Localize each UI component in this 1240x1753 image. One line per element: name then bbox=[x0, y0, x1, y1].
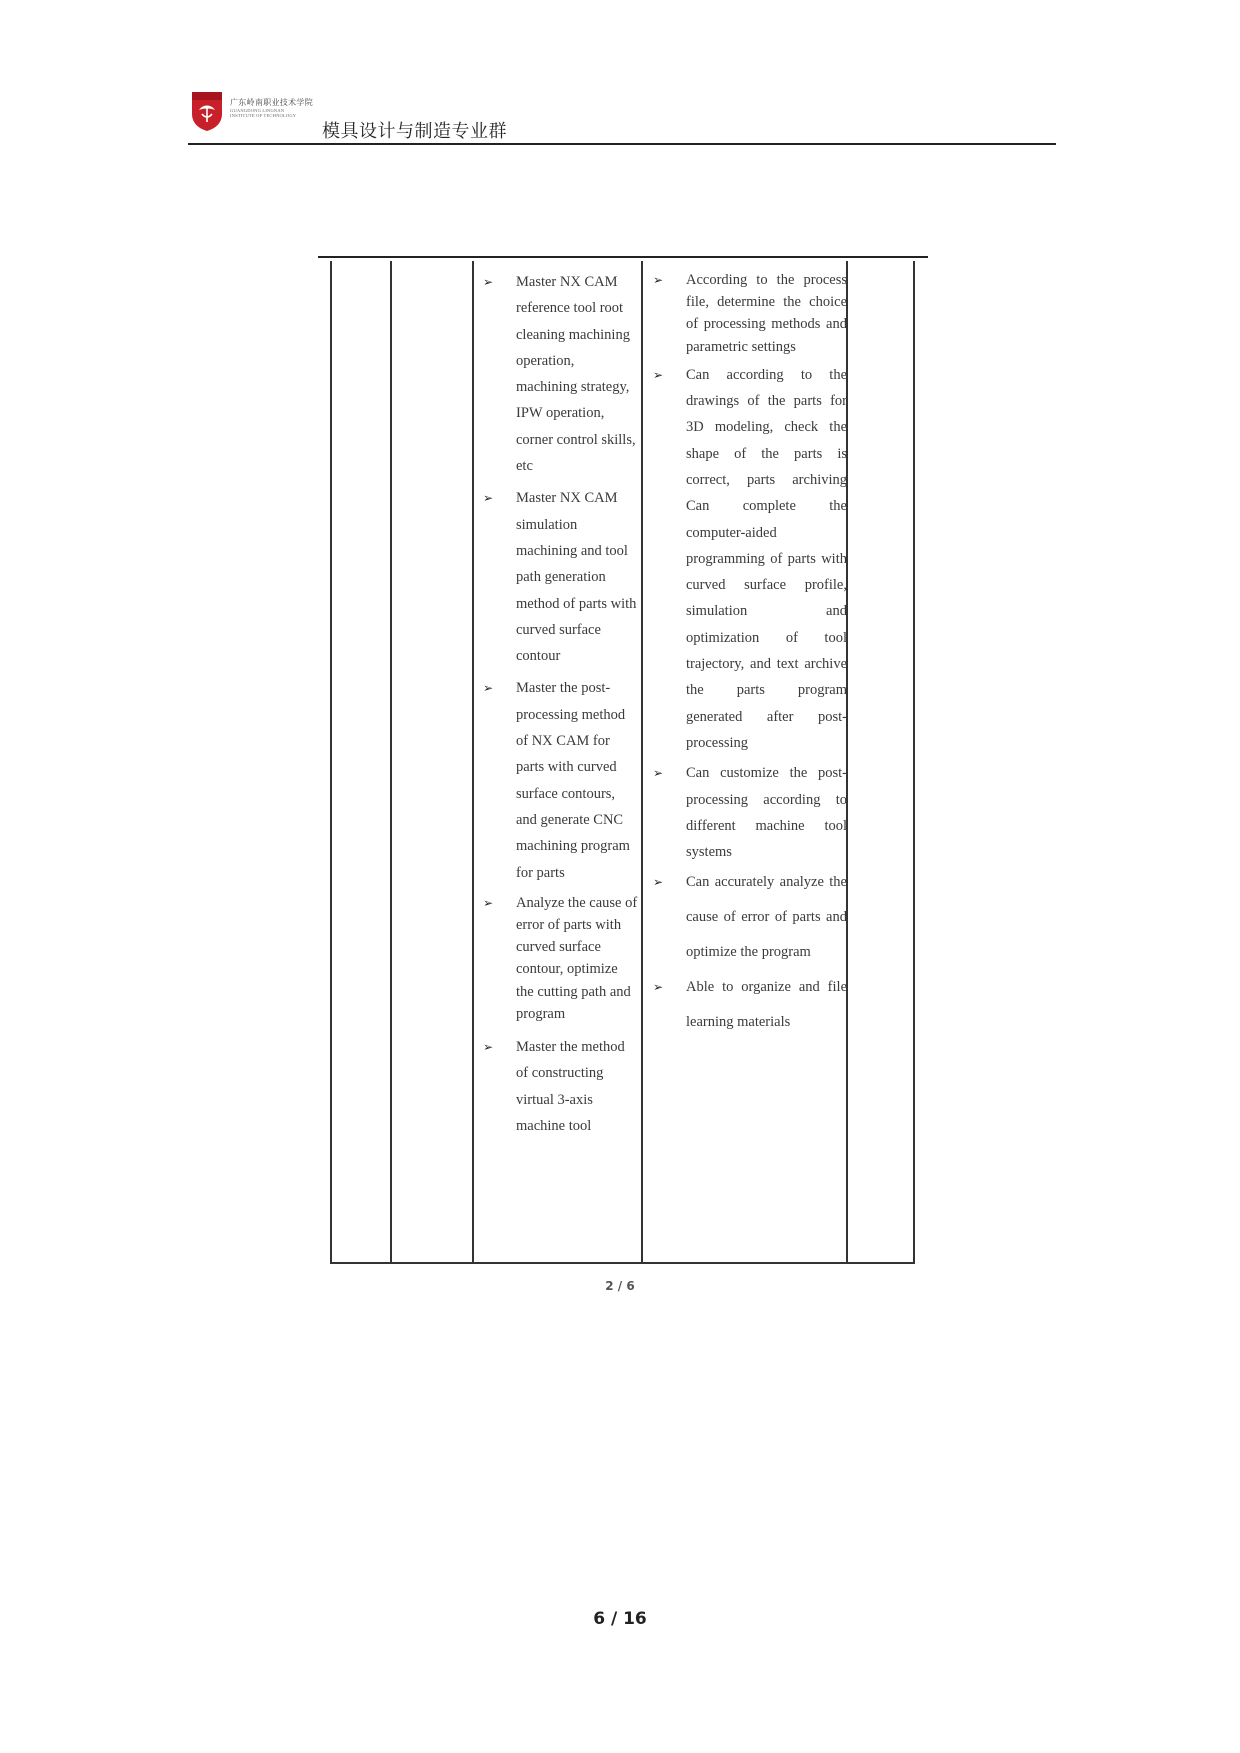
school-logo bbox=[190, 90, 224, 132]
list-item-text: Analyze the cause of error of parts with curved surface contour, optimize the cutting path and program bbox=[516, 894, 638, 1022]
logo-name-cn: 广东岭南职业技术学院 bbox=[230, 98, 313, 107]
list-item bbox=[477, 675, 639, 885]
list-item bbox=[647, 760, 847, 865]
list-item-text: According to the process file, determine the choice of processing methods and parametric settings bbox=[686, 272, 847, 355]
list-item-text: Master NX CAM reference tool root cleaning machining operation, machining strategy, IPW operation, corner control skills, etc bbox=[516, 274, 636, 475]
inner-page-number: 2 / 6 bbox=[605, 1279, 635, 1293]
list-item bbox=[647, 269, 847, 358]
list-item bbox=[477, 892, 639, 1025]
arrow-bullet-icon: ➢ bbox=[483, 491, 494, 506]
arrow-bullet-icon: ➢ bbox=[653, 273, 664, 287]
list-item bbox=[647, 970, 847, 1040]
table-top-rule bbox=[318, 256, 928, 258]
ability-requirements-cell bbox=[647, 269, 847, 1047]
list-item-text: Can customize the post-processing according to different machine tool systems bbox=[686, 765, 847, 861]
logo-name-en bbox=[230, 108, 296, 118]
table-column-divider bbox=[641, 261, 643, 1264]
list-item-text: Master the post-processing method of NX CAM for parts with curved surface contours, and generate CNC machining program for parts bbox=[516, 680, 630, 881]
logo-name-en-line2: INSTITUTE OF TECHNOLOGY bbox=[230, 113, 297, 118]
list-item bbox=[477, 1034, 639, 1139]
arrow-bullet-icon: ➢ bbox=[483, 1040, 494, 1055]
list-item-text: Can accurately analyze the cause of error of parts and optimize the program bbox=[686, 874, 847, 961]
page-number: 6 / 16 bbox=[593, 1609, 647, 1629]
list-item bbox=[477, 269, 639, 479]
arrow-bullet-icon: ➢ bbox=[483, 681, 494, 696]
table-column-divider bbox=[472, 261, 474, 1264]
header-rule bbox=[188, 143, 1056, 145]
list-item-text: Master the method of constructing virtual 3-axis machine tool bbox=[516, 1039, 625, 1134]
department-title: 模具设计与制造专业群 bbox=[322, 121, 507, 142]
arrow-bullet-icon: ➢ bbox=[653, 875, 664, 890]
arrow-bullet-icon: ➢ bbox=[483, 275, 494, 289]
logo-name-en-line1: GUANGDONG LINGNAN bbox=[230, 108, 285, 113]
list-item bbox=[647, 362, 847, 756]
list-item bbox=[477, 485, 639, 669]
list-item-text: Can according to the drawings of the parts for 3D modeling, check the shape of the parts is correct, parts archiving Can complete the computer-aided programming of parts with curved surface profile, simulation and optimization of tool trajectory, and text archive the parts program generated after post-processing bbox=[686, 366, 847, 751]
table-column-divider bbox=[390, 261, 392, 1264]
list-item bbox=[647, 865, 847, 970]
arrow-bullet-icon: ➢ bbox=[653, 766, 664, 781]
arrow-bullet-icon: ➢ bbox=[483, 895, 494, 910]
arrow-bullet-icon: ➢ bbox=[653, 980, 664, 995]
list-item-text: Master NX CAM simulation machining and tool path generation method of parts with curved surface contour bbox=[516, 490, 637, 665]
list-item-text: Able to organize and file learning materials bbox=[686, 979, 847, 1031]
knowledge-requirements-cell bbox=[477, 269, 639, 1146]
arrow-bullet-icon: ➢ bbox=[653, 367, 664, 382]
